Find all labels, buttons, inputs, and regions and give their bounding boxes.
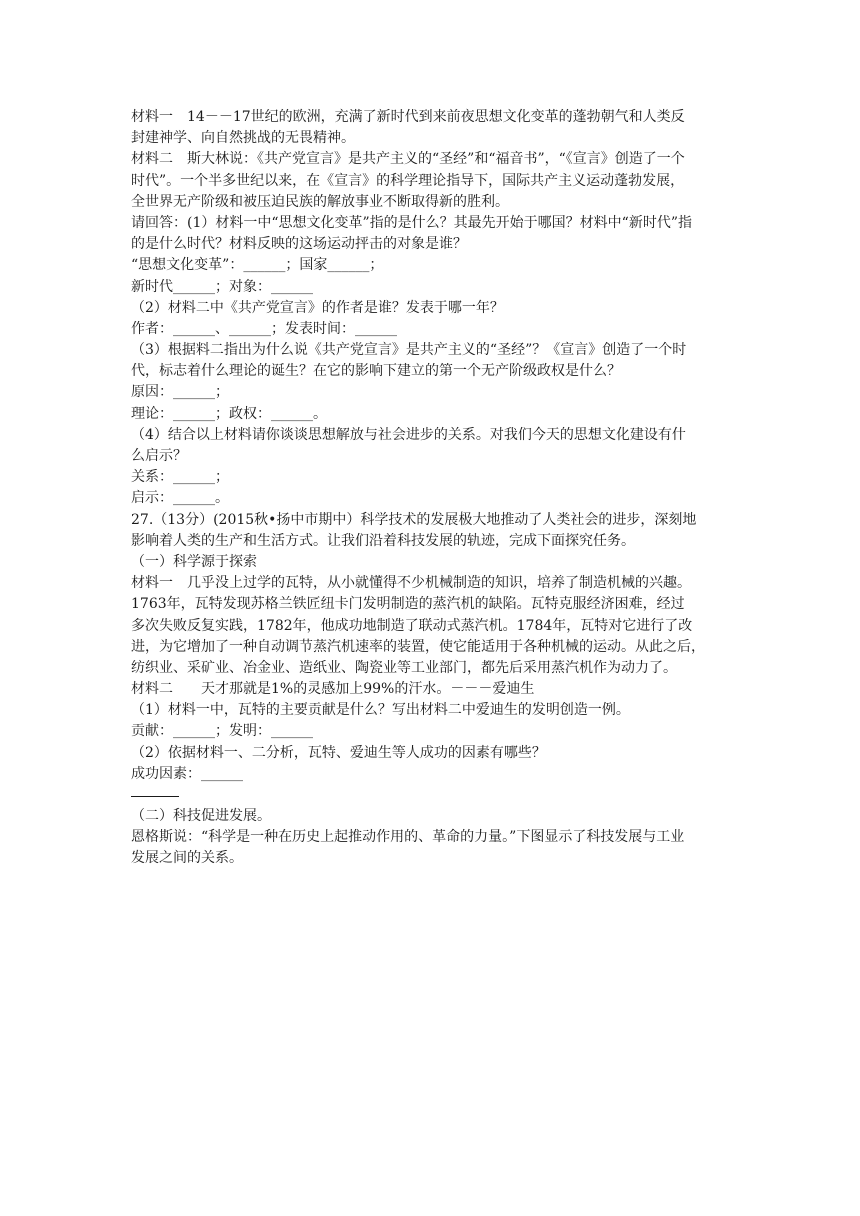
- text-line: 进，为它增加了一种自动调节蒸汽机速率的装置，使它能适用于各种机械的运动。从此之后，: [131, 638, 705, 655]
- text-line: 代，标志着什么理论的诞生？在它的影响下建立的第一个无产阶级政权是什么？: [131, 363, 621, 380]
- text-line: （1）材料一中，瓦特的主要贡献是什么？写出材料二中爱迪生的发明创造一例。: [131, 702, 630, 719]
- section-heading: （一）科学源于探索: [131, 553, 257, 570]
- text-line: 多次失败反复实践，1782年，他成功地制造了联动式蒸汽机。1784年，瓦特对它进行了改: [131, 617, 693, 634]
- text-line: 封建神学、向自然挑战的无畏精神。: [131, 130, 355, 147]
- answer-line: 作者：______、______；发表时间：______: [131, 320, 397, 337]
- blank-underline: [131, 795, 179, 797]
- answer-line: 原因：______；: [131, 384, 229, 401]
- answer-line: 理论：______；政权：______。: [131, 405, 327, 422]
- text-line: （2）材料二中《共产党宣言》的作者是谁？发表于哪一年？: [131, 299, 504, 316]
- answer-line: “思想文化变革”：______；国家______；: [131, 257, 384, 274]
- text-line: 时代”。一个半多世纪以来，在《宣言》的科学理论指导下，国际共产主义运动蓬勃发展，: [131, 172, 685, 189]
- answer-line: 新时代______；对象：______: [131, 278, 313, 295]
- text-line: 27.（13分）(2015秋•扬中市期中）科学技术的发展极大地推动了人类社会的进步，深刻地: [131, 511, 697, 528]
- text-line: 纺织业、采矿业、冶金业、造纸业、陶瓷业等工业部门，都先后采用蒸汽机作为动力了。: [131, 659, 677, 676]
- text-line: 1763年，瓦特发现苏格兰铁匠纽卡门发明制造的蒸汽机的缺陷。瓦特克服经济困难，经过: [131, 596, 685, 613]
- text-line: 么启示？: [131, 448, 187, 464]
- text-line: 请回答：(1）材料一中“思想文化变革”指的是什么？其最先开始于哪国？材料中“新时代”指: [131, 214, 692, 231]
- text-line: 材料一 14－－17世纪的欧洲，充满了新时代到来前夜思想文化变革的蓬勃朝气和人类反: [131, 109, 685, 125]
- answer-line: 启示：______。: [131, 490, 229, 507]
- answer-line: 贡献：______；发明：______: [131, 723, 313, 740]
- text-line: 恩格斯说：“科学是一种在历史上起推动作用的、革命的力量。”下图显示了科技发展与工业: [131, 829, 685, 846]
- section-heading: （二）科技促进发展。: [131, 808, 271, 824]
- text-line: （3）根据料二指出为什么说《共产党宣言》是共产主义的“圣经”？《宣言》创造了一个时: [131, 342, 687, 359]
- text-line: 发展之间的关系。: [131, 850, 243, 867]
- text-line: （4）结合以上材料请你谈谈思想解放与社会进步的关系。对我们今天的思想文化建设有什: [131, 426, 686, 443]
- answer-line: 成功因素：______: [131, 765, 243, 782]
- exam-text: [131, 107, 739, 870]
- text-line: （2）依据材料一、二分析，瓦特、爱迪生等人成功的因素有哪些？: [131, 744, 546, 761]
- text-line: 材料二 天才那就是1%的灵感加上99%的汗水。－－－爱迪生: [131, 681, 535, 698]
- answer-line: 关系：______；: [131, 469, 229, 486]
- text-line: 全世界无产阶级和被压迫民族的解放事业不断取得新的胜利。: [131, 193, 509, 210]
- text-line: 材料二 斯大林说：《共产党宣言》是共产主义的“圣经”和“福音书”，“《宣言》创造了一个: [131, 151, 685, 168]
- text-line: 的是什么时代？材料反映的这场运动抨击的对象是谁？: [131, 236, 467, 253]
- text-line: 材料一 几乎没上过学的瓦特，从小就懂得不少机械制造的知识，培养了制造机械的兴趣。: [131, 575, 691, 592]
- text-line: 影响着人类的生产和生活方式。让我们沿着科技发展的轨迹，完成下面探究任务。: [131, 532, 635, 549]
